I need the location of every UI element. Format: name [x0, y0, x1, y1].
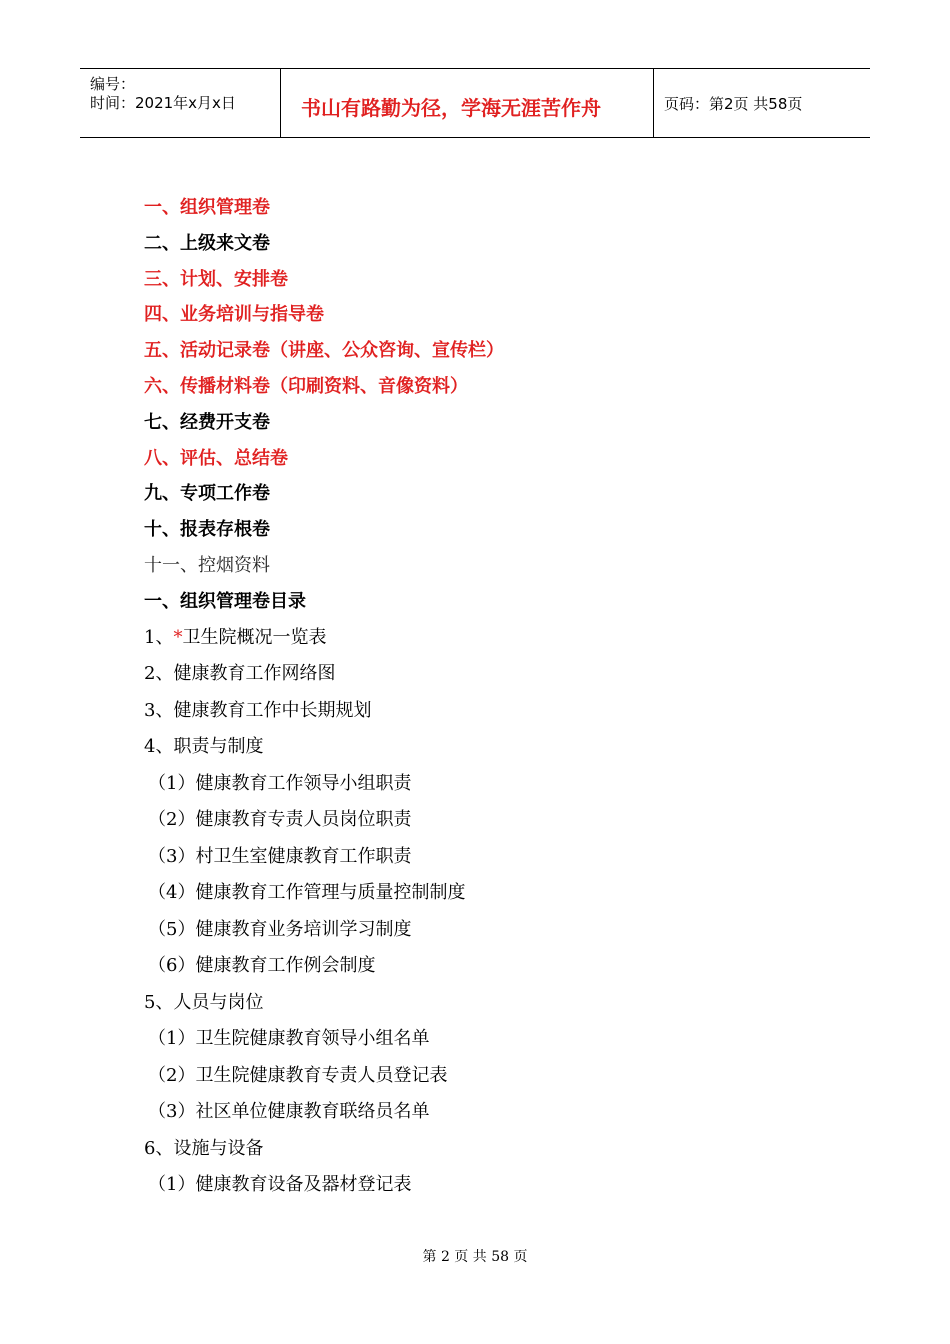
section-title: 一、组织管理卷目录 — [144, 590, 306, 612]
toc-item: 一、组织管理卷 — [144, 197, 270, 218]
table-of-contents — [144, 194, 844, 1208]
entry-text: 卫生院概况一览表 — [182, 626, 327, 648]
list-item: （4）健康教育工作管理与质量控制制度 — [148, 882, 466, 904]
list-item: （5）健康教育业务培训学习制度 — [148, 918, 412, 940]
list-item: 4、职责与制度 — [144, 736, 264, 758]
entry-prefix: 1、 — [144, 626, 174, 648]
list-item: 5、人员与岗位 — [144, 991, 264, 1013]
list-item: （1）卫生院健康教育领导小组名单 — [148, 1028, 430, 1050]
list-item — [144, 624, 844, 661]
toc-item: 八、评估、总结卷 — [144, 447, 288, 469]
toc-item: 五、活动记录卷（讲座、公众咨询、宣传栏） — [144, 340, 504, 362]
header-meta-cell — [80, 69, 281, 137]
list-item: （6）健康教育工作例会制度 — [148, 955, 376, 977]
number-label: 编号： — [90, 75, 136, 93]
header-motto-cell — [281, 69, 654, 137]
toc-item: 十一、控烟资料 — [144, 554, 270, 576]
motto-text: 书山有路勤为径，学海无涯苦作舟 — [301, 96, 601, 120]
star-marker: * — [173, 626, 183, 648]
list-item: （2）健康教育专责人员岗位职责 — [148, 809, 412, 831]
toc-item: 四、业务培训与指导卷 — [144, 304, 324, 326]
list-item: （3）社区单位健康教育联络员名单 — [148, 1101, 430, 1123]
list-item: （2）卫生院健康教育专责人员登记表 — [148, 1064, 448, 1086]
list-item: （3）村卫生室健康教育工作职责 — [148, 845, 412, 867]
list-item: 3、健康教育工作中长期规划 — [144, 699, 372, 721]
toc-item: 二、上级来文卷 — [144, 232, 270, 254]
toc-item: 九、专项工作卷 — [144, 483, 270, 505]
toc-item: 六、传播材料卷（印刷资料、音像资料） — [144, 375, 468, 397]
list-item: 2、健康教育工作网络图 — [144, 663, 336, 685]
list-item: 6、设施与设备 — [144, 1137, 264, 1159]
list-item: （1）健康教育工作领导小组职责 — [148, 772, 412, 794]
time-label: 时间：2021年x月x日 — [90, 94, 236, 112]
list-item: （1）健康教育设备及器材登记表 — [148, 1174, 412, 1196]
page-info: 页码：第2页 共58页 — [664, 95, 803, 113]
page-header — [80, 68, 870, 138]
toc-item: 七、经费开支卷 — [144, 411, 270, 433]
toc-item: 十、报表存根卷 — [144, 519, 270, 541]
page-footer: 第 2 页 共 58 页 — [422, 1249, 528, 1265]
toc-item: 三、计划、安排卷 — [144, 268, 288, 290]
